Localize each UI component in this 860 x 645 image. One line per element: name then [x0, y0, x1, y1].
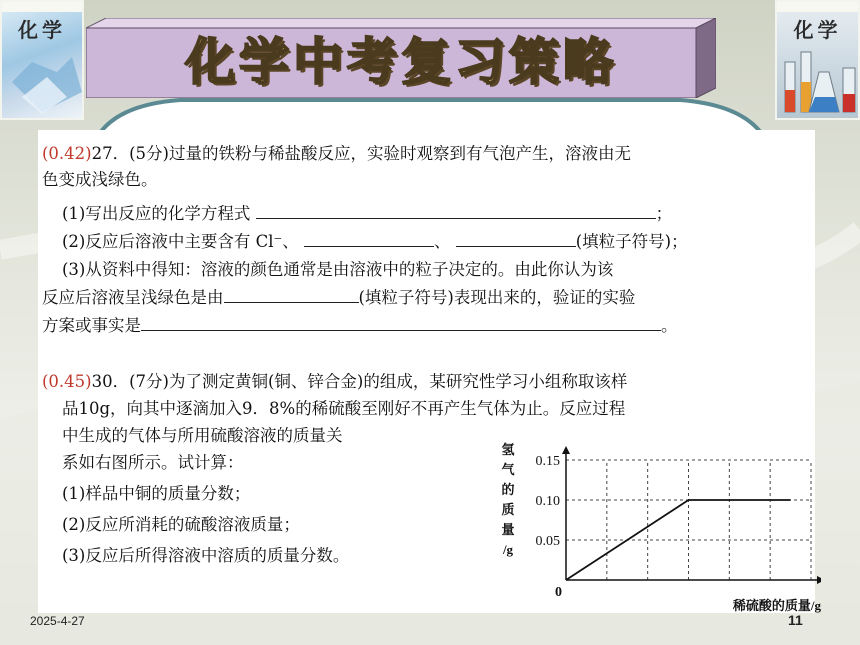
slide-title: 化学中考复习策略: [185, 32, 617, 91]
y-tick-label: 0.05: [535, 534, 560, 549]
origin-label: 0: [555, 585, 562, 600]
y-axis-label-char: 量: [501, 522, 515, 537]
q27-sub1-text: (1)写出反应的化学方程式: [62, 204, 251, 223]
hydrogen-mass-chart: [496, 440, 821, 615]
q30-stem-4: 系如右图所示。试计算：: [62, 453, 244, 472]
q27-sub2-end: (填粒子符号)；: [575, 232, 688, 251]
y-axis-arrow: [562, 446, 570, 454]
q27-sub3-c2: 。: [661, 316, 678, 335]
y-axis-label-char: 氢: [501, 442, 515, 457]
answer-blank: [456, 229, 576, 247]
question-content: [38, 130, 821, 613]
y-axis-label-char: 质: [501, 502, 515, 517]
q27-sub2-text: (2)反应后溶液中主要含有: [62, 232, 251, 251]
q30-score: (0.45): [42, 372, 92, 391]
series-line: [566, 500, 791, 580]
y-tick-label: 0.15: [535, 454, 560, 469]
answer-blank: [304, 229, 434, 247]
q30-line-1: [42, 368, 627, 392]
answer-blank: [141, 313, 661, 331]
q30-sub1: (1)样品中铜的质量分数；: [62, 484, 251, 503]
q30-stem-1: 30．(7分)为了测定黄铜(铜、锌合金)的组成，某研究性学习小组称取该样: [91, 372, 628, 391]
q30-sub2: (2)反应所消耗的硫酸溶液质量；: [62, 515, 300, 534]
q27-sub3-a: (3)从资料中得知：溶液的颜色通常是由溶液中的粒子决定的。由此你认为该: [62, 260, 614, 279]
q27-sub2: [62, 228, 688, 252]
q27-sub3-b2: (填粒子符号)表现出来的，验证的实验: [358, 288, 636, 307]
x-axis-label: 稀硫酸的质量/g: [732, 598, 821, 613]
answer-blank: [256, 201, 656, 219]
q27-sub2-sep: 、: [434, 232, 451, 251]
answer-blank: [224, 285, 359, 303]
y-axis-label-char: 气: [501, 462, 515, 477]
q27-stem-2: 色变成浅绿色。: [42, 170, 158, 189]
book-cover-title: 化学: [18, 18, 66, 42]
y-axis-label-char: 的: [501, 482, 515, 497]
title-banner: [86, 18, 716, 98]
q27-sub1: [62, 200, 672, 224]
y-tick-label: 0.10: [535, 494, 560, 509]
q27-sub3-b1: 反应后溶液呈浅绿色是由: [42, 288, 224, 307]
x-axis-arrow: [817, 576, 821, 584]
q30-stem-3: 中生成的气体与所用硫酸溶液的质量关: [62, 426, 343, 445]
q27-line-1: [42, 140, 631, 164]
q27-sub3-c: [42, 312, 678, 336]
q27-score: (0.42): [42, 144, 92, 163]
q27-sub3-c1: 方案或事实是: [42, 316, 141, 335]
slide-date: 2025-4-27: [30, 614, 85, 628]
q27-sub1-end: ；: [655, 204, 673, 223]
q27-stem-1: 27．(5分)过量的铁粉与稀盐酸反应，实验时观察到有气泡产生，溶液由无: [91, 144, 631, 163]
q30-sub3: (3)反应后所得溶液中溶质的质量分数。: [62, 546, 350, 565]
q27-sub2-ion: Cl⁻、: [255, 232, 299, 251]
q30-stem-2: 品10g，向其中逐滴加入9．8%的稀硫酸至刚好不再产生气体为止。反应过程: [62, 399, 626, 418]
q27-sub3-b: [42, 284, 635, 308]
y-axis-label-char: /g: [502, 542, 514, 557]
page-number: 11: [788, 612, 803, 628]
book-cover-title: 化学: [793, 18, 842, 42]
